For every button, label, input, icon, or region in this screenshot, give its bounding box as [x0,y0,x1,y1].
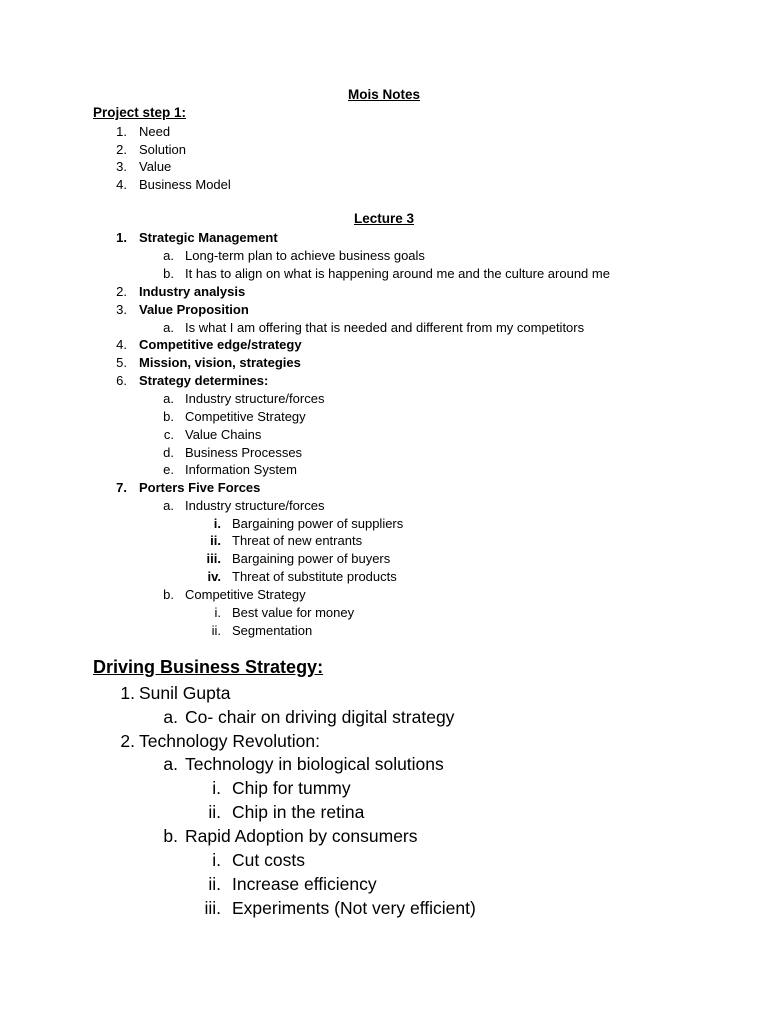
list-marker: 2. [120,731,135,751]
list-marker: ii. [208,874,221,894]
list-marker: 4. [116,177,127,192]
list-marker: e. [163,462,174,477]
list-marker: i. [212,778,221,798]
list-marker: i. [213,516,221,531]
list-item-text: It has to align on what is happening around me and the culture around me [185,266,610,281]
list-marker: c. [163,427,174,442]
list-item-text: Experiments (Not very efficient) [232,898,476,918]
list-item-text: Industry analysis [139,284,246,299]
list-marker: b. [163,587,174,602]
document-title: Mois Notes [347,87,420,102]
list-item-text: Porters Five Forces [139,480,261,495]
list-item-text: Strategy determines: [139,373,269,388]
list-marker: b. [163,266,174,281]
list-marker: a. [163,754,178,774]
list-item-text: Technology Revolution: [139,731,320,751]
list-marker: a. [163,707,178,727]
list-item-text: Business Model [139,177,231,192]
list-item-text: Technology in biological solutions [185,754,444,774]
list-item-text: Rapid Adoption by consumers [185,826,418,846]
list-item-text: Bargaining power of suppliers [232,516,404,531]
list-marker: iv. [207,569,221,584]
list-item-text: Threat of substitute products [232,569,397,584]
list-item-text: Competitive Strategy [185,409,306,424]
list-marker: i. [212,850,221,870]
list-item-text: Information System [185,462,297,477]
list-item-text: Chip in the retina [232,802,365,822]
list-item-text: Sunil Gupta [139,683,231,703]
list-marker: 3. [116,159,127,174]
lecture-heading: Lecture 3 [353,211,415,226]
list-item-text: Is what I am offering that is needed and different from my competitors [185,320,585,335]
list-item-text: Value [139,159,172,174]
list-marker: ii. [210,533,221,548]
list-item-text: Solution [139,142,186,157]
list-marker: d. [163,445,174,460]
list-item-text: Cut costs [232,850,305,870]
list-item-text: Industry structure/forces [185,498,325,513]
list-marker: 3. [116,302,127,317]
list-marker: 2. [116,142,127,157]
list-marker: 1. [116,230,127,245]
list-marker: 4. [116,337,127,352]
list-marker: a. [163,498,174,513]
list-item-text: Long-term plan to achieve business goals [185,248,425,263]
list-marker: ii. [211,623,221,638]
list-marker: iii. [206,551,221,566]
project-heading: Project step 1: [93,105,187,120]
list-marker: i. [214,605,221,620]
list-item-text: Business Processes [185,445,303,460]
list-marker: 1. [120,683,135,703]
list-marker: 2. [116,284,127,299]
list-item-text: Value Proposition [139,302,249,317]
list-marker: ii. [208,802,221,822]
list-marker: b. [163,826,178,846]
list-item-text: Segmentation [232,623,313,638]
list-item-text: Need [139,124,171,139]
list-marker: iii. [204,898,221,918]
list-item-text: Bargaining power of buyers [232,551,391,566]
list-item-text: Competitive Strategy [185,587,306,602]
list-item-text: Mission, vision, strategies [139,355,301,370]
list-item-text: Competitive edge/strategy [139,337,302,352]
list-item-text: Strategic Management [139,230,278,245]
list-marker: a. [163,248,174,263]
list-item-text: Best value for money [232,605,355,620]
list-item-text: Value Chains [185,427,262,442]
list-marker: 1. [116,124,127,139]
list-marker: 5. [116,355,127,370]
driving-heading: Driving Business Strategy: [93,657,324,677]
list-marker: a. [163,391,174,406]
list-marker: a. [163,320,174,335]
list-marker: 7. [116,480,127,495]
list-item-text: Chip for tummy [232,778,351,798]
list-item-text: Co- chair on driving digital strategy [185,707,455,727]
list-marker: 6. [116,373,127,388]
list-item-text: Threat of new entrants [232,533,363,548]
list-item-text: Industry structure/forces [185,391,325,406]
list-marker: b. [163,409,174,424]
list-item-text: Increase efficiency [232,874,377,894]
